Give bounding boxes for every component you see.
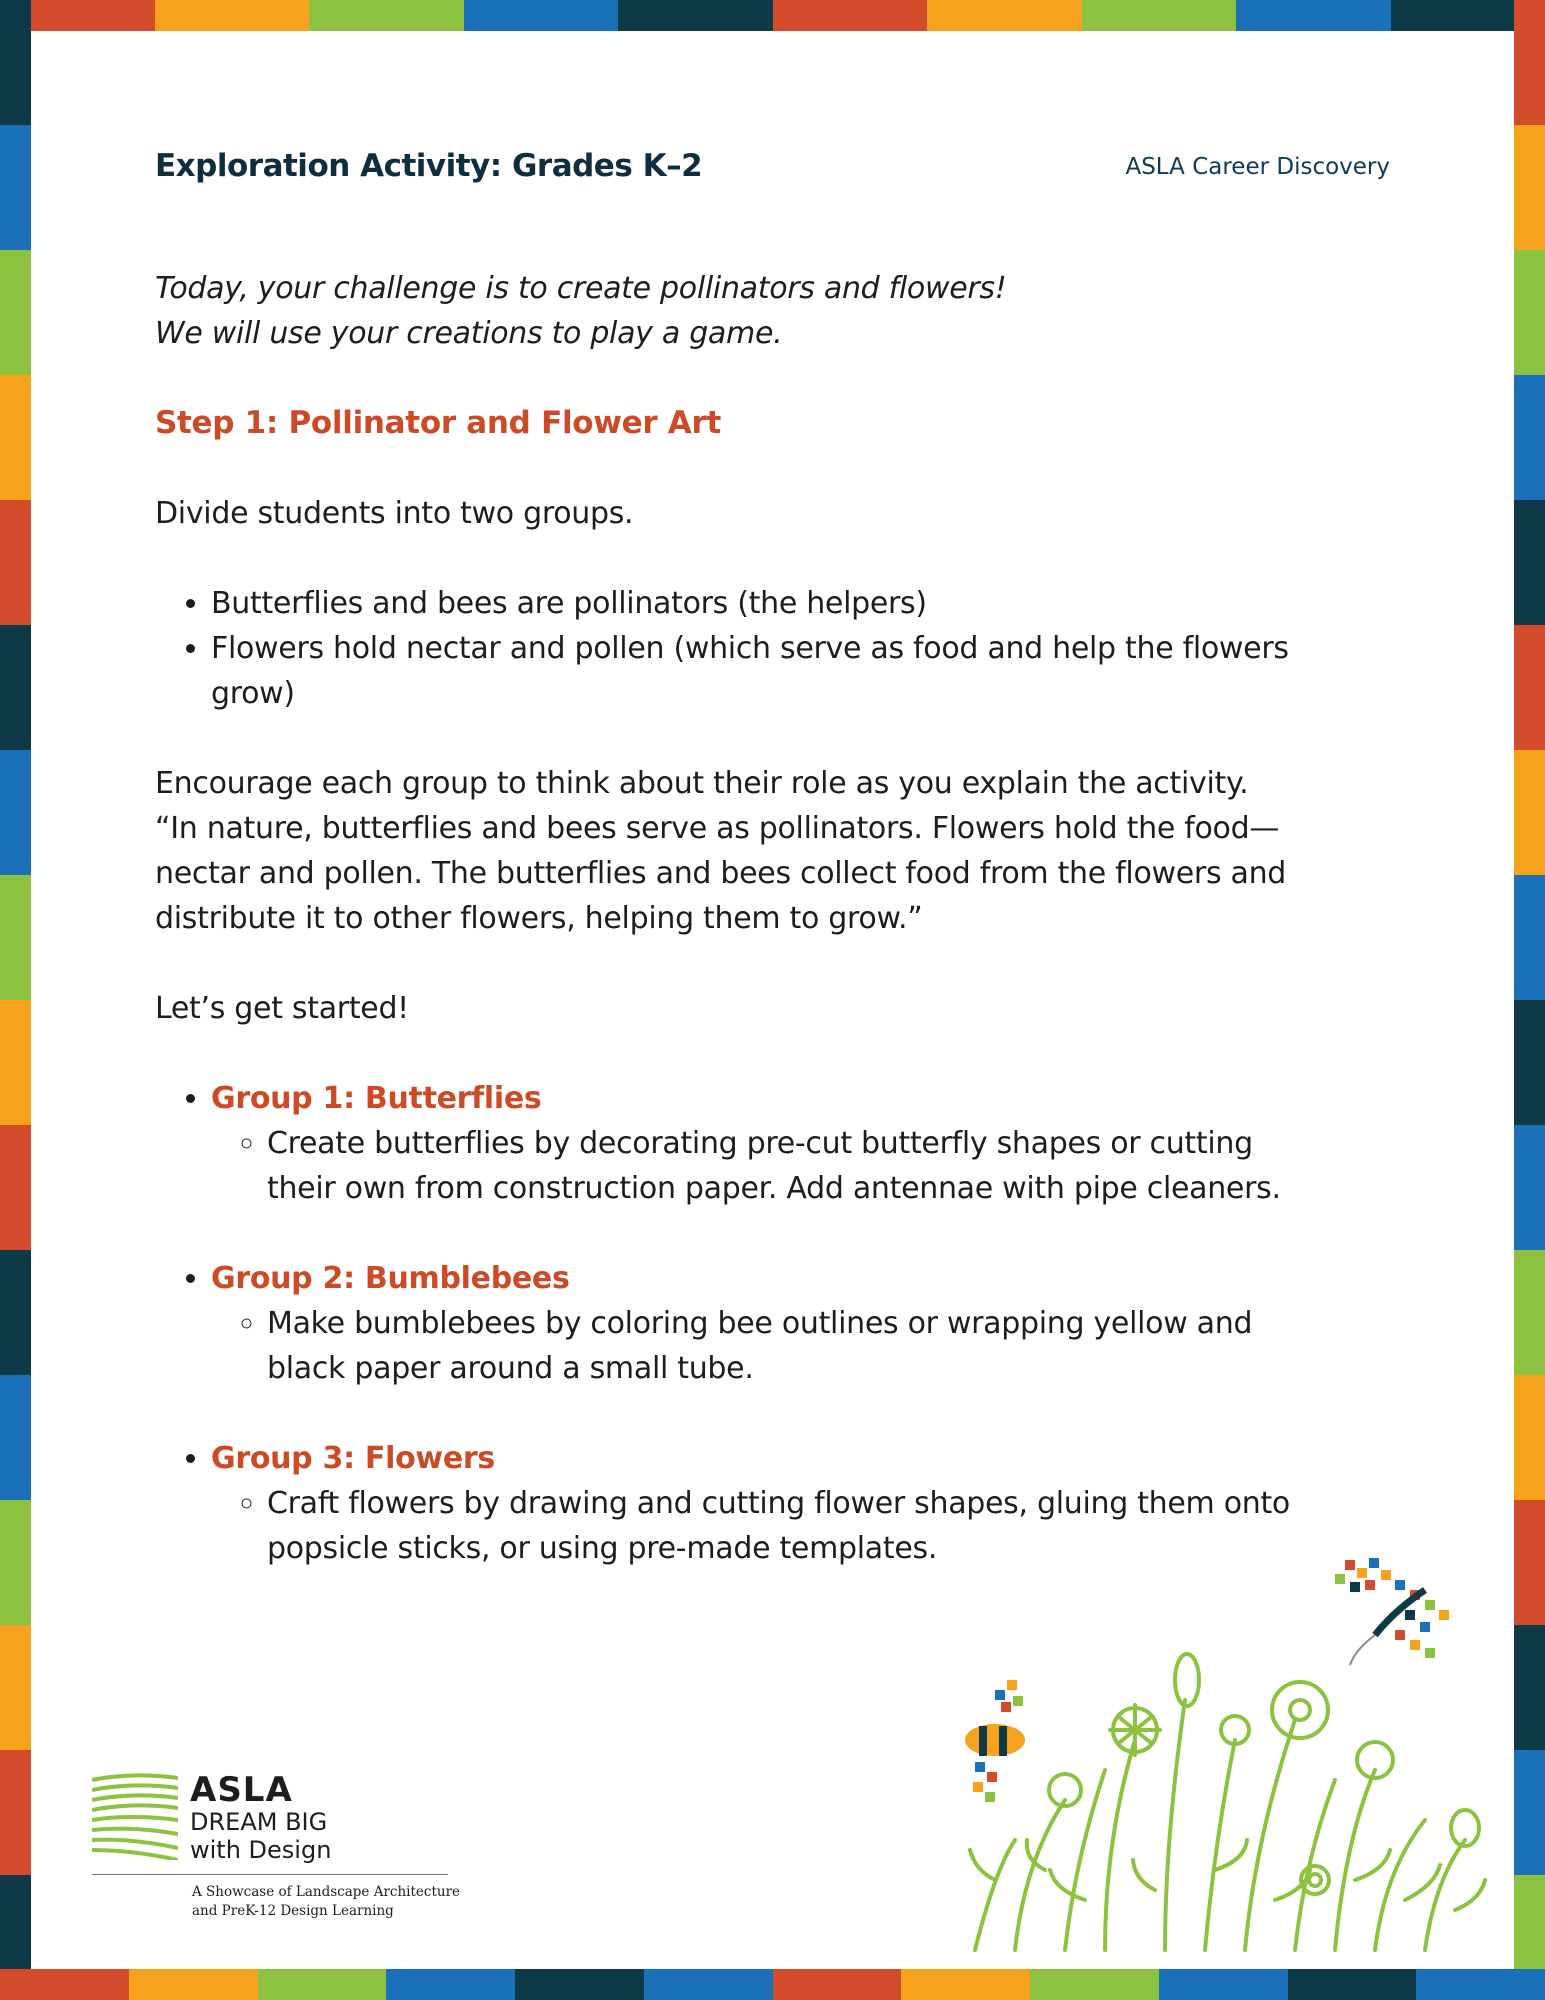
- border-segment: [0, 1000, 31, 1125]
- step-1-title: Step 1: Pollinator and Flower Art: [155, 405, 722, 441]
- logo-line-1: DREAM BIG: [190, 1808, 328, 1836]
- list-item: • Butterflies and bees are pollinators (the helpers): [211, 581, 1355, 626]
- border-segment: [1159, 1969, 1288, 2000]
- border-segment: [0, 1375, 31, 1500]
- role-list: [155, 581, 1355, 716]
- intro-text: [155, 266, 1355, 356]
- border-segment: [0, 0, 31, 125]
- border-segment: [0, 250, 31, 375]
- logo-tagline-2: and PreK-12 Design Learning: [192, 1903, 394, 1919]
- border-segment: [1514, 1125, 1545, 1250]
- border-segment: [1416, 1969, 1545, 2000]
- border-segment: [386, 1969, 515, 2000]
- border-segment: [129, 1969, 258, 2000]
- border-segment: [901, 1969, 1030, 2000]
- border-segment: [0, 750, 31, 875]
- border-right: [1514, 0, 1545, 2000]
- group-item-bumblebees: [211, 1256, 1355, 1391]
- border-segment: [773, 0, 928, 31]
- border-segment: [1236, 0, 1391, 31]
- border-segment: [618, 0, 773, 31]
- border-segment: [1514, 125, 1545, 250]
- group-sublist: [211, 1121, 1355, 1211]
- border-segment: [773, 1969, 902, 2000]
- page-title: Exploration Activity: Grades K–2: [155, 148, 703, 184]
- border-segment: [0, 375, 31, 500]
- logo-tagline-1: A Showcase of Landscape Architecture: [192, 1884, 461, 1900]
- group-item-butterflies: [211, 1076, 1355, 1211]
- border-segment: [0, 1250, 31, 1375]
- border-segment: [0, 625, 31, 750]
- border-segment: [1514, 1375, 1545, 1500]
- group-sublist: [211, 1301, 1355, 1391]
- group-description: ◦ Make bumblebees by coloring bee outlines or wrapping yellow and black paper around a small tube.: [267, 1301, 1307, 1391]
- main-content: [155, 266, 1355, 1616]
- border-segment: [0, 1969, 129, 2000]
- border-segment: [1514, 500, 1545, 625]
- bee-illustration: [965, 1680, 1025, 1802]
- intro-line-1: Today, your challenge is to create pollinators and flowers!: [155, 271, 1007, 306]
- border-segment: [1514, 1625, 1545, 1750]
- border-segment: [1514, 1750, 1545, 1875]
- border-segment: [1082, 0, 1237, 31]
- group-description: ◦ Create butterflies by decorating pre-cut butterfly shapes or cutting their own from construction paper. Add antennae with pipe cleaners.: [267, 1121, 1307, 1211]
- border-segment: [155, 0, 310, 31]
- border-top: [0, 0, 1545, 31]
- group-label: Group 2: Bumblebees: [211, 1261, 570, 1296]
- border-segment: [1030, 1969, 1159, 2000]
- logo-divider: [92, 1874, 448, 1875]
- group-description: ◦ Craft flowers by drawing and cutting flower shapes, gluing them onto popsicle sticks, or using pre-made templates.: [267, 1481, 1307, 1571]
- groups-list: [155, 1076, 1355, 1571]
- border-segment: [0, 1625, 31, 1750]
- landscape-waves-icon: [92, 1772, 178, 1860]
- border-segment: [1514, 250, 1545, 375]
- logo-line-2: with Design: [190, 1836, 332, 1864]
- border-segment: [0, 1125, 31, 1250]
- border-segment: [1514, 1000, 1545, 1125]
- border-segment: [309, 0, 464, 31]
- divide-text: Divide students into two groups.: [155, 496, 634, 531]
- quote-text: “In nature, butterflies and bees serve as pollinators. Flowers hold the food—nectar and pollen. The butterflies and bees collect food from the flowers and distribute it to other flowers, helping them to grow.”: [155, 811, 1287, 936]
- group-label: Group 3: Flowers: [211, 1441, 495, 1476]
- header-brand: ASLA Career Discovery: [1125, 154, 1390, 180]
- butterfly-illustration: [1335, 1558, 1449, 1665]
- intro-line-2: We will use your creations to play a game.: [155, 316, 783, 351]
- logo-text: [190, 1772, 331, 1864]
- list-item: • Flowers hold nectar and pollen (which serve as food and help the flowers grow): [211, 626, 1355, 716]
- start-text: Let’s get started!: [155, 991, 409, 1026]
- explanation-paragraph: [155, 761, 1335, 941]
- border-segment: [1514, 1250, 1545, 1375]
- border-segment: [1514, 375, 1545, 500]
- border-segment: [927, 0, 1082, 31]
- border-segment: [1514, 750, 1545, 875]
- border-segment: [1514, 875, 1545, 1000]
- border-bottom: [0, 1969, 1545, 2000]
- border-segment: [1288, 1969, 1417, 2000]
- logo-asla: ASLA: [190, 1770, 293, 1810]
- border-segment: [258, 1969, 387, 2000]
- encourage-text: Encourage each group to think about their role as you explain the activity.: [155, 766, 1249, 801]
- border-segment: [0, 1750, 31, 1875]
- flowers-illustration: [970, 1654, 1485, 1950]
- border-segment: [0, 875, 31, 1000]
- border-segment: [0, 500, 31, 625]
- group-label: Group 1: Butterflies: [211, 1081, 542, 1116]
- border-segment: [1514, 0, 1545, 125]
- border-segment: [464, 0, 619, 31]
- asla-logo: [92, 1772, 460, 1921]
- border-segment: [0, 125, 31, 250]
- border-segment: [0, 1500, 31, 1625]
- garden-illustration: [955, 1540, 1495, 1960]
- border-segment: [1514, 625, 1545, 750]
- border-segment: [1514, 1500, 1545, 1625]
- border-left: [0, 0, 31, 2000]
- border-segment: [644, 1969, 773, 2000]
- logo-tagline: [192, 1883, 460, 1921]
- border-segment: [515, 1969, 644, 2000]
